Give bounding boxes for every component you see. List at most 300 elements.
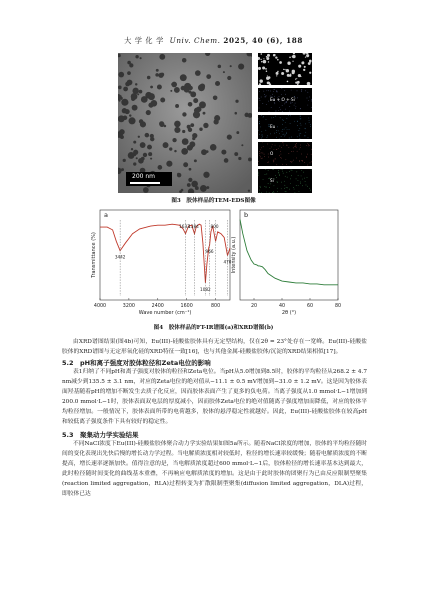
x-tick-label: 40 (278, 304, 286, 309)
eds-dot (263, 117, 264, 118)
eds-dot (286, 102, 287, 103)
haadf-particle (281, 72, 284, 75)
eds-dot (276, 177, 277, 178)
eds-dot (298, 180, 299, 181)
eds-dot (310, 190, 311, 191)
eds-dot (291, 170, 292, 171)
eds-dot (266, 192, 267, 193)
tem-particle (128, 152, 135, 159)
eds-dot (310, 163, 311, 164)
eds-dot (296, 143, 297, 144)
eds-dot (260, 100, 261, 101)
eds-dot (270, 184, 271, 185)
eds-dot (297, 98, 298, 99)
eds-dot (271, 147, 272, 148)
eds-dot (279, 173, 280, 174)
peak-label: 1633 (179, 224, 190, 229)
eds-dot (268, 162, 269, 163)
x-tick-label: 20 (250, 304, 258, 309)
eds-dot (280, 157, 281, 158)
eds-dot (268, 170, 269, 171)
haadf-particle (287, 74, 290, 77)
eds-dot (273, 162, 274, 163)
tem-particle (192, 137, 195, 140)
eds-dot (291, 175, 292, 176)
eds-dot (296, 171, 297, 172)
tem-particle (170, 90, 172, 92)
tem-particle (136, 157, 138, 159)
eds-dot (301, 118, 302, 119)
tem-particle (164, 125, 167, 128)
eds-dot (284, 134, 285, 135)
eds-dot (285, 102, 286, 103)
tem-particle (203, 123, 208, 128)
eds-dot (299, 149, 300, 150)
haadf-particle (287, 81, 289, 83)
eds-dot (289, 189, 290, 190)
eds-dot (286, 191, 287, 192)
eds-dot (283, 145, 284, 146)
eds-dot (260, 157, 261, 158)
peak-label: 966 (205, 249, 214, 255)
haadf-particle (286, 69, 289, 72)
tem-particle (160, 98, 165, 103)
eds-dot (311, 107, 312, 108)
tem-particle (199, 128, 202, 131)
haadf-particle (259, 83, 261, 85)
tem-particle (191, 181, 198, 188)
haadf-particle (267, 75, 268, 76)
haadf-particle (308, 62, 311, 65)
eds-dot (259, 98, 260, 99)
tem-particle (223, 71, 225, 73)
eds-dot (276, 110, 277, 111)
eds-dot (272, 169, 273, 170)
haadf-particle (289, 56, 291, 58)
tem-particle (235, 100, 238, 103)
haadf-particle (287, 62, 290, 65)
tem-particle (121, 99, 128, 106)
tem-particle (150, 86, 153, 89)
eds-dot (270, 134, 271, 135)
haadf-particle (296, 78, 297, 79)
eds-dot (294, 189, 295, 190)
eds-dot (273, 169, 274, 170)
eds-dot (307, 177, 308, 178)
haadf-particle (300, 76, 301, 77)
eds-dot (274, 102, 275, 103)
y-axis-label: Intensity (a.u.) (231, 236, 237, 274)
eds-dot (311, 101, 312, 102)
eds-dot (274, 89, 275, 90)
eds-dot (285, 94, 286, 95)
haadf-particle (262, 66, 265, 69)
eds-dot (279, 107, 280, 108)
eds-dot (300, 109, 301, 110)
eds-label-eu: Eu (270, 124, 276, 129)
eds-dot (284, 136, 285, 137)
tem-particle (195, 70, 201, 76)
eds-dot (281, 147, 282, 148)
haadf-particle (260, 59, 261, 60)
eds-dot (293, 151, 294, 152)
eds-dot (289, 138, 290, 139)
tem-particle (224, 158, 229, 163)
eds-dot (282, 142, 283, 143)
eds-dot (282, 111, 283, 112)
tem-particle (200, 185, 207, 192)
section-5-2-heading: 5.2 pH和离子强度对胶体粒径和Zeta电位的影响 (62, 359, 211, 367)
eds-dot (269, 192, 270, 193)
eds-dot (273, 160, 274, 161)
tem-particle (135, 83, 137, 85)
eds-dot (309, 188, 310, 189)
haadf-particle (261, 53, 263, 55)
eds-dot (269, 187, 270, 188)
paragraph-xrd (62, 338, 367, 358)
eds-dot (289, 171, 290, 172)
tem-particle (234, 152, 238, 156)
paragraph-kinetics-text: 不同NaCl浓度下Eu(III)-硅酸盐胶体聚合动力学实验结果如图5a所示。随着NaCl浓度的增加，胶体的平均粒径随时间的变化表现出先快后慢的增长动力学过程。当电解质浓度相对较低时，粒径的增长速率较缓慢；随着电解质浓度的不断提高，增长速率逐渐加快。值得注意的是，当电解质浓度超过600 mmol·L−1后，胶体粒径的增长速率基本达到最大，此时粒径随时间变化的曲线基本重叠，不再响应电解质浓度的增加。这是由于此时胶体的团聚行为已由反应限制型聚集(reaction limited aggregation，RLA)过程转变为扩散限制型聚集(diffusion limited aggregation，DLA)过程，即胶体已达 (62, 441, 367, 497)
x-tick-label: 80 (334, 304, 342, 309)
tem-particle (143, 187, 149, 193)
eds-dot (274, 133, 275, 134)
eds-dot (265, 174, 266, 175)
eds-dot (262, 103, 263, 104)
eds-dot (259, 121, 260, 122)
tem-particle (238, 157, 241, 160)
eds-dot (285, 135, 286, 136)
tem-particle (203, 112, 206, 115)
eds-dot (273, 117, 274, 118)
eds-dot (259, 123, 260, 124)
tem-particle (206, 186, 209, 189)
haadf-particle (279, 61, 282, 64)
eds-dot (270, 91, 271, 92)
eds-dot (302, 179, 303, 180)
peak-label: 1384 (188, 224, 199, 229)
tem-particle (174, 121, 181, 128)
tem-particle (248, 158, 252, 162)
eds-dot (310, 124, 311, 125)
tem-particle (132, 105, 138, 111)
eds-dot (266, 174, 267, 175)
tem-particle (194, 159, 197, 162)
haadf-particle (267, 81, 270, 84)
eds-dot (306, 145, 307, 146)
eds-dot (286, 133, 287, 134)
eds-dot (299, 161, 300, 162)
eds-dot (262, 137, 263, 138)
eds-dot (283, 173, 284, 174)
eds-dot (299, 134, 300, 135)
eds-dot (290, 115, 291, 116)
eds-panel-eu (258, 115, 312, 139)
haadf-particle (292, 61, 293, 62)
eds-dot (263, 146, 264, 147)
tem-particle (241, 144, 243, 146)
haadf-particle (309, 60, 312, 63)
tem-particle (140, 57, 142, 59)
eds-dot (265, 169, 266, 170)
eds-dot (264, 186, 265, 187)
eds-dot (259, 134, 260, 135)
haadf-particle (303, 69, 305, 71)
eds-dot (271, 107, 272, 108)
eds-dot (286, 187, 287, 188)
tem-particle (146, 110, 151, 115)
eds-dot (272, 94, 273, 95)
tem-particle (218, 65, 222, 69)
eds-dot (294, 121, 295, 122)
tem-particle (193, 111, 200, 118)
tem-particle (163, 142, 169, 148)
peak-label: 3442 (114, 254, 126, 260)
eds-dot (303, 172, 304, 173)
eds-dot (300, 116, 301, 117)
eds-label-si: Si (270, 178, 274, 183)
tem-particle (199, 101, 206, 108)
eds-dot (308, 100, 309, 101)
eds-dot (299, 128, 300, 129)
eds-dot (301, 176, 302, 177)
eds-dot (307, 143, 308, 144)
eds-dot (279, 174, 280, 175)
eds-dot (277, 182, 278, 183)
y-axis-label: Transmittance (%) (91, 232, 97, 278)
tem-particle (221, 150, 226, 155)
eds-dot (285, 191, 286, 192)
eds-dot (264, 154, 265, 155)
eds-dot (267, 137, 268, 138)
peak-label: 800 (210, 224, 219, 229)
eds-dot (282, 105, 283, 106)
tem-particle (214, 115, 220, 121)
eds-dot (296, 145, 297, 146)
eds-dot (260, 186, 261, 187)
eds-dot (284, 185, 285, 186)
eds-dot (279, 133, 280, 134)
tem-particle (188, 128, 192, 132)
eds-dot (299, 130, 300, 131)
eds-dot (311, 154, 312, 155)
eds-label-overlay: Eu + O + Si (270, 97, 295, 102)
eds-dot (295, 103, 296, 104)
eds-dot (281, 158, 282, 159)
eds-dot (276, 149, 277, 150)
tem-particle (227, 135, 232, 140)
eds-dot (284, 129, 285, 130)
eds-dot (302, 185, 303, 186)
tem-particle (183, 162, 188, 167)
eds-dot (304, 178, 305, 179)
eds-dot (287, 177, 288, 178)
eds-dot (293, 160, 294, 161)
eds-dot (306, 156, 307, 157)
tem-particle (172, 138, 176, 142)
tem-particle (137, 93, 139, 95)
eds-dot (299, 191, 300, 192)
eds-dot (291, 137, 292, 138)
eds-dot (276, 132, 277, 133)
tem-particle (158, 165, 163, 170)
tem-particle (127, 71, 131, 75)
tem-particle (129, 63, 133, 67)
eds-dot (311, 170, 312, 171)
eds-dot (259, 111, 260, 112)
eds-dot (267, 144, 268, 145)
tem-particle (135, 88, 138, 91)
eds-dot (263, 179, 264, 180)
eds-dot (268, 101, 269, 102)
haadf-particle (268, 61, 269, 62)
eds-dot (259, 192, 260, 193)
eds-dot (274, 192, 275, 193)
eds-dot (259, 153, 260, 154)
haadf-particle (306, 54, 309, 57)
x-tick-label: 3200 (122, 304, 135, 309)
eds-dot (301, 91, 302, 92)
eds-dot (296, 106, 297, 107)
eds-dot (290, 179, 291, 180)
tem-particle (131, 148, 133, 150)
haadf-particle (266, 57, 269, 60)
tem-particle (119, 100, 121, 102)
haadf-particle (303, 53, 306, 55)
eds-dot (277, 181, 278, 182)
eds-dot (274, 161, 275, 162)
tem-particle (123, 159, 126, 162)
eds-dot (297, 90, 298, 91)
eds-dot (298, 175, 299, 176)
eds-dot (270, 148, 271, 149)
tem-particle (125, 109, 130, 114)
eds-dot (286, 172, 287, 173)
tem-particle (189, 168, 192, 171)
eds-dot (283, 120, 284, 121)
eds-dot (301, 170, 302, 171)
eds-dot (308, 137, 309, 138)
eds-dot (281, 136, 282, 137)
eds-dot (297, 136, 298, 137)
eds-dot (280, 109, 281, 110)
eds-dot (276, 137, 277, 138)
tem-particle (157, 84, 162, 89)
eds-dot (301, 125, 302, 126)
haadf-particle (277, 59, 279, 61)
x-axis-label: Wave number (cm⁻¹) (138, 310, 192, 316)
tem-particle (177, 173, 179, 175)
eds-dot (288, 153, 289, 154)
haadf-particle (292, 55, 296, 59)
eds-dot (278, 170, 279, 171)
tem-particle (159, 54, 165, 60)
eds-dot (290, 103, 291, 104)
eds-dot (264, 94, 265, 95)
tem-particle (118, 86, 122, 90)
eds-dot (294, 105, 295, 106)
tem-particle (147, 145, 152, 150)
haadf-particle (293, 53, 295, 54)
eds-dot (260, 149, 261, 150)
eds-dot (289, 129, 290, 130)
tem-particle (201, 149, 207, 155)
eds-dot (267, 136, 268, 137)
tem-particle (147, 76, 151, 80)
tem-particle (156, 69, 159, 72)
tem-particle (213, 96, 218, 101)
tem-particle (148, 152, 152, 156)
tem-particle (182, 138, 189, 145)
eds-dot (268, 90, 269, 91)
eds-dot (281, 94, 282, 95)
haadf-particle (290, 73, 291, 74)
haadf-particle (273, 54, 276, 57)
eds-dot (287, 129, 288, 130)
tem-particle (182, 58, 187, 63)
haadf-particle (283, 69, 284, 70)
eds-dot (259, 91, 260, 92)
tem-particle (125, 82, 130, 87)
eds-dot (275, 116, 276, 117)
citation: 2025, 40 (6), 188 (223, 36, 303, 45)
tem-particle (118, 115, 125, 122)
eds-dot (261, 138, 262, 139)
eds-dot (305, 128, 306, 129)
eds-dot (292, 102, 293, 103)
haadf-particle (284, 69, 285, 70)
tem-particle (140, 142, 146, 148)
eds-dot (305, 90, 306, 91)
eds-dot (293, 187, 294, 188)
paragraph-ph-text: 表1归纳了不同pH和离子强度对胶体的粒径和Zeta电位。当pH从5.0增加到8.5时，胶体的平均粒径从268.2 ± 4.7 nm减少到135.5 ± 3.1 nm，对应的Zeta电位的绝对值从−11.1 ± 0.5 mV增加到−31.0 ± 1.2 mV。这是因为胶体表面羟基随着pH的增加不断发生去质子化反应，因而胶体表面产生了更多的负电荷。当离子强度从1.0 mmol·L−1增加到200.0 mmol·L−1时，胶体表面双电层的厚度减小，因而胶体Zeta电位的绝对值随离子强度增加而降低，对应的胶体平均粒径增加。一般情况下，胶体表面所带的电荷越多，胶体的悬浮稳定性就越好。因此，Eu(III)-硅酸盐胶体在较高pH和较低离子强度条件下具有较好的稳定性。 (62, 369, 367, 425)
eds-dot (266, 187, 267, 188)
eds-dot (301, 154, 302, 155)
tem-particle (145, 133, 150, 138)
eds-dot (295, 146, 296, 147)
haadf-particle (265, 68, 267, 70)
eds-dot (305, 132, 306, 133)
tem-particle (131, 93, 138, 100)
eds-dot (284, 104, 285, 105)
eds-dot (307, 98, 308, 99)
tem-particle (148, 102, 153, 107)
eds-dot (282, 164, 283, 165)
eds-dot (296, 178, 297, 179)
journal-name-en: Univ. Chem. (169, 36, 221, 45)
eds-dot (268, 162, 269, 163)
eds-dot (286, 127, 287, 128)
eds-dot (307, 92, 308, 93)
eds-dot (268, 125, 269, 126)
eds-dot (265, 96, 266, 97)
ftir-chart (82, 206, 234, 320)
tem-particle (150, 134, 154, 138)
tem-particle (118, 72, 124, 78)
tem-particle (129, 114, 131, 116)
eds-dot (262, 135, 263, 136)
eds-dot (266, 104, 267, 105)
scale-bar (130, 182, 160, 184)
tem-particle (180, 74, 187, 81)
eds-dot (282, 120, 283, 121)
eds-dot (298, 185, 299, 186)
tem-particle (210, 144, 217, 151)
tem-particle (174, 127, 180, 133)
eds-dot (259, 151, 260, 152)
eds-dot (297, 125, 298, 126)
eds-dot (282, 88, 283, 89)
